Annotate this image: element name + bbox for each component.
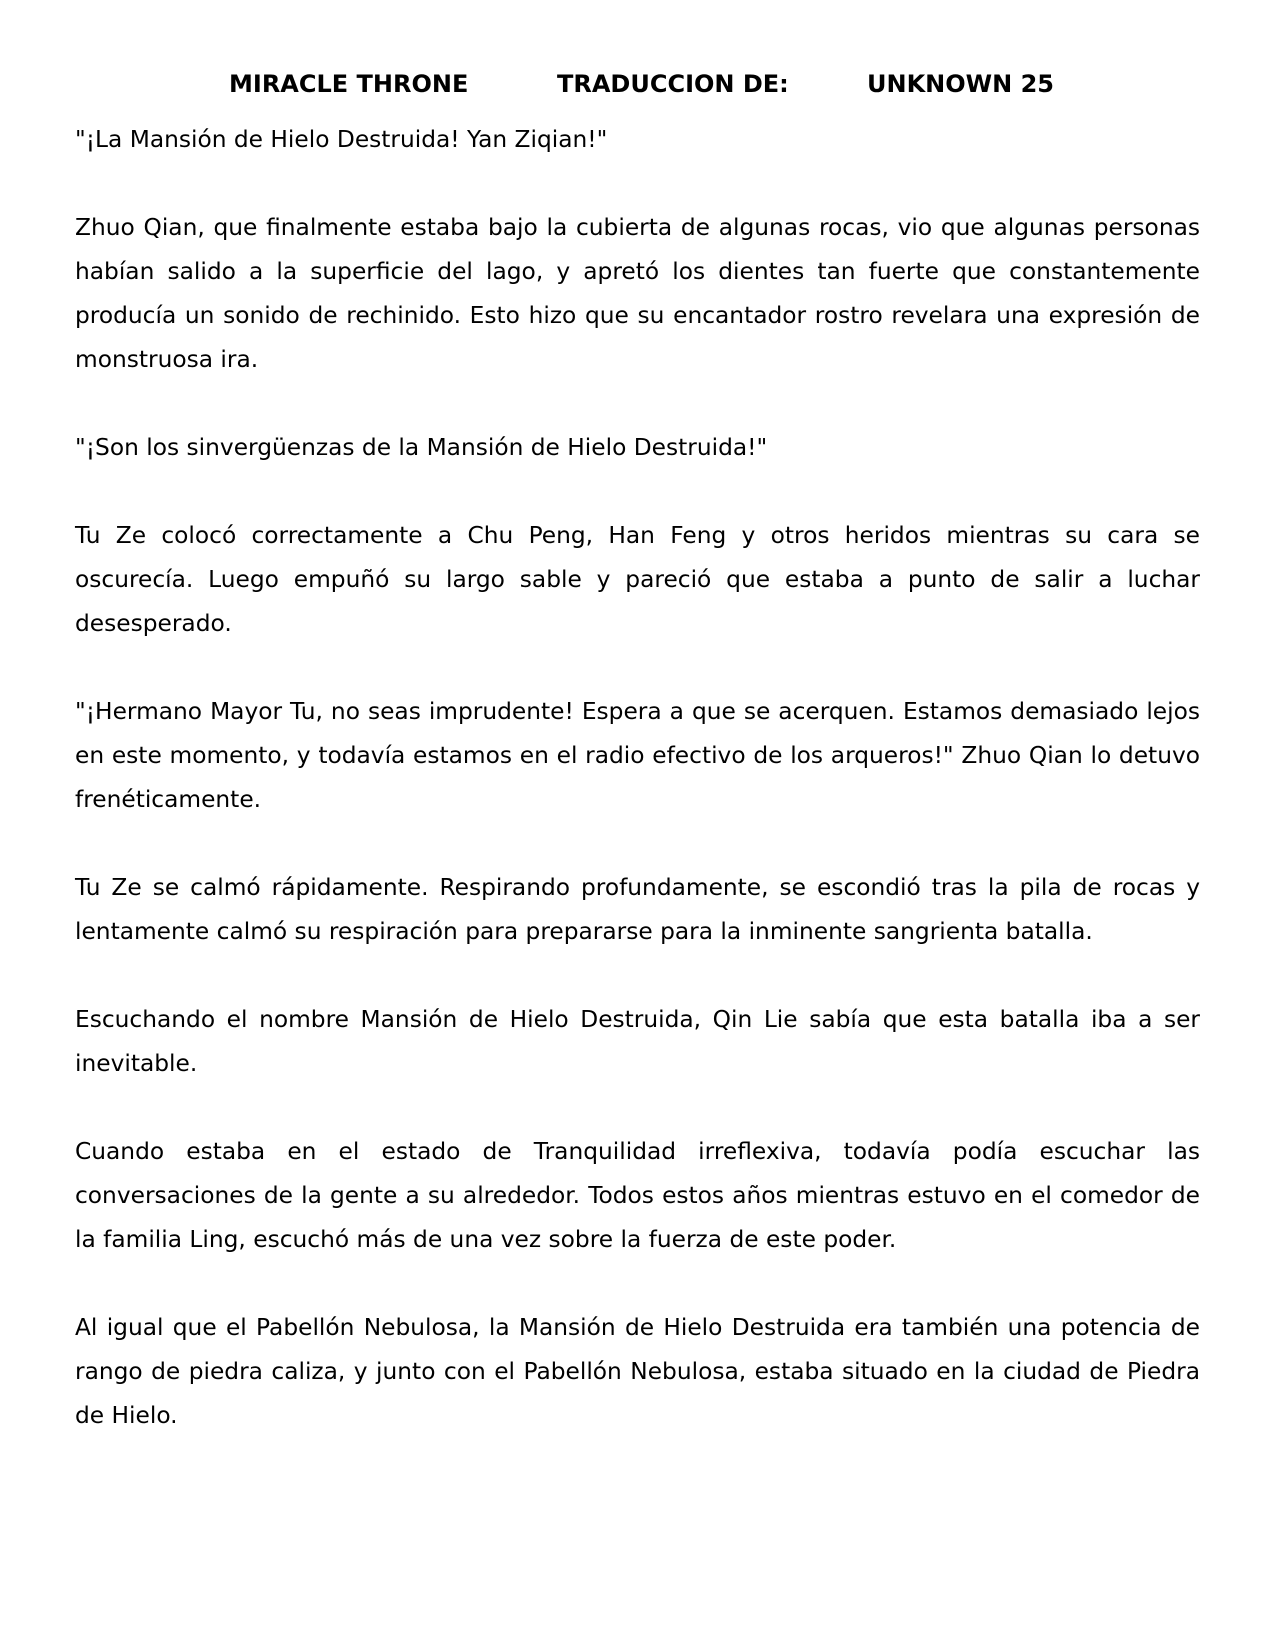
- paragraph: "¡La Mansión de Hielo Destruida! Yan Ziqian!": [75, 126, 608, 153]
- paragraph: Al igual que el Pabellón Nebulosa, la Mansión de Hielo Destruida era también una potencia de rango de piedra caliza, y junto con el Pabellón Nebulosa, estaba situado en la ciudad de Piedra de Hielo.: [75, 1314, 1200, 1429]
- paragraph: Escuchando el nombre Mansión de Hielo Destruida, Qin Lie sabía que esta batalla iba a ser inevitable.: [75, 1006, 1200, 1077]
- paragraph: Tu Ze se calmó rápidamente. Respirando profundamente, se escondió tras la pila de rocas y lentamente calmó su respiración para prepararse para la inminente sangrienta batalla.: [75, 874, 1200, 945]
- paragraph: Zhuo Qian, que finalmente estaba bajo la cubierta de algunas rocas, vio que algunas personas habían salido a la superficie del lago, y apretó los dientes tan fuerte que constantemente producía un sonido de rechinido. Esto hizo que su encantador rostro revelara una expresión de monstruosa ira.: [75, 214, 1200, 373]
- paragraph: Tu Ze colocó correctamente a Chu Peng, Han Feng y otros heridos mientras su cara se oscurecía. Luego empuñó su largo sable y pareció que estaba a punto de salir a luchar desesperado.: [75, 522, 1200, 637]
- header-translation-label: TRADUCCION DE:: [557, 70, 789, 98]
- paragraph: Cuando estaba en el estado de Tranquilidad irreflexiva, todavía podía escuchar las conversaciones de la gente a su alrededor. Todos estos años mientras estuvo en el comedor de la familia Ling, escuchó más de una vez sobre la fuerza de este poder.: [75, 1138, 1200, 1253]
- page-header: [0, 70, 1275, 110]
- paragraph: "¡Hermano Mayor Tu, no seas imprudente! Espera a que se acerquen. Estamos demasiado lejos en este momento, y todavía estamos en el radio efectivo de los arqueros!" Zhuo Qian lo detuvo frenéticamente.: [75, 698, 1200, 813]
- header-translator: UNKNOWN 25: [867, 70, 1054, 98]
- paragraph: "¡Son los sinvergüenzas de la Mansión de Hielo Destruida!": [75, 434, 768, 461]
- document-body: [75, 118, 1200, 1438]
- header-title: MIRACLE THRONE: [229, 70, 469, 98]
